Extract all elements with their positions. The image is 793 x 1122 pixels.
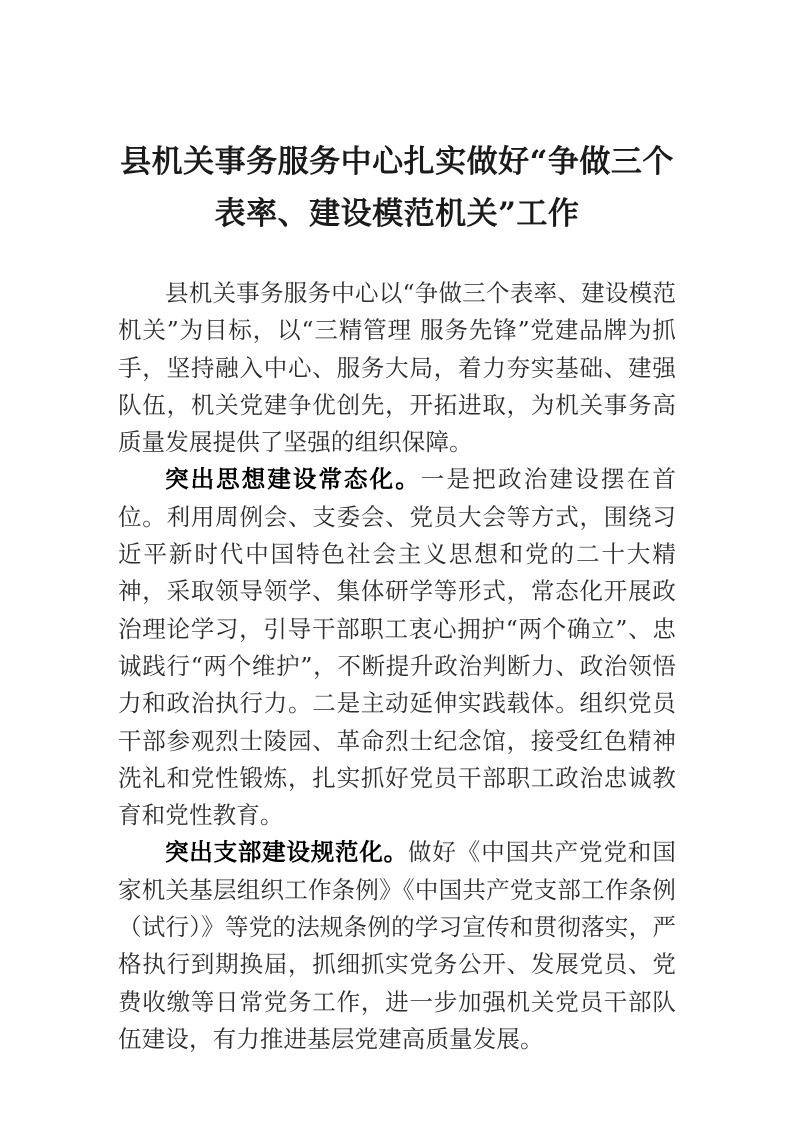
paragraph-intro — [118, 275, 676, 461]
page-title: 县机关事务服务中心扎实做好“争做三个表率、建设模范机关”工作 — [120, 144, 674, 232]
section-2-heading: 突出支部建设规范化。 — [165, 838, 408, 867]
section-1-text: 一是把政治建设摆在首位。利用周例会、支委会、党员大会等方式，围绕习近平新时代中国特色社会主义思想和党的二十大精神，采取领导领学、集体研学等形式，常态化开展政治理论学习，引导干部职工衷心拥护“两个确立”、忠诚践行“两个维护”，不断提升政治判断力、政治领悟力和政治执行力。二是主动延伸实践载体。组织党员干部参观烈士陵园、革命烈士纪念馆，接受红色精神洗礼和党性锻炼，扎实抓好党员干部职工政治忠诚教育和党性教育。 — [118, 465, 677, 830]
document-content — [118, 0, 676, 1058]
paragraph-section-1 — [118, 461, 676, 834]
section-2-text: 做好《中国共产党党和国家机关基层组织工作条例》《中国共产党支部工作条例（试行）》等党的法规条例的学习宣传和贯彻落实，严格执行到期换届，抓细抓实党务公开、发展党员、党费收缴等日常党务工作，进一步加强机关党员干部队伍建设，有力推进基层党建高质量发展。 — [118, 838, 676, 1053]
section-1-heading: 突出思想建设常态化。 — [165, 465, 421, 494]
paragraph-section-2 — [118, 834, 676, 1058]
paragraph-intro-text: 县机关事务服务中心以“争做三个表率、建设模范机关”为目标，以“三精管理 服务先锋”党建品牌为抓手，坚持融入中心、服务大局，着力夯实基础、建强队伍，机关党建争优创先，开拓进取，为机关事务高质量发展提供了坚强的组织保障。 — [118, 279, 676, 457]
